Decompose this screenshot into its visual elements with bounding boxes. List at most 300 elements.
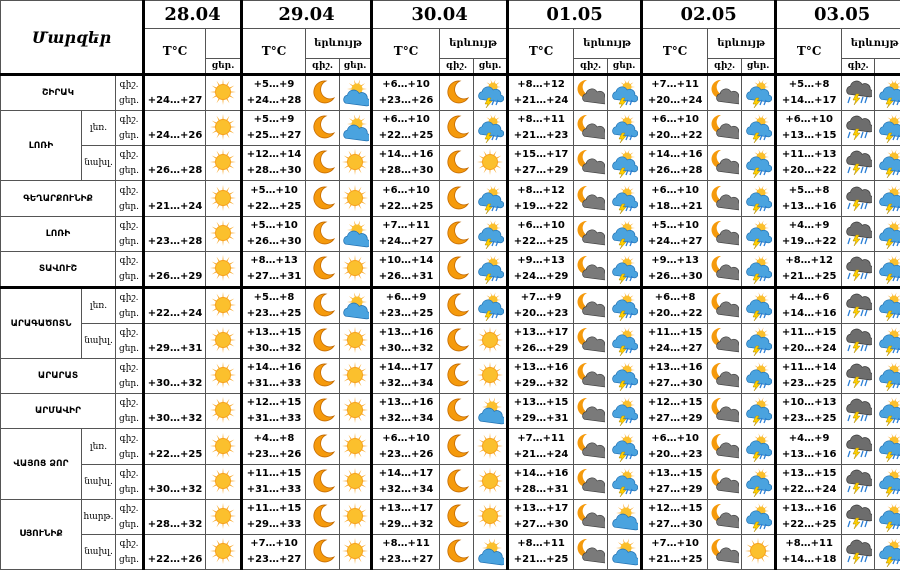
- day-temp: +21…+25: [647, 553, 703, 565]
- sun-icon: [474, 499, 508, 534]
- day-temp: +23…+26: [378, 95, 434, 107]
- forecast-row: [1, 146, 900, 181]
- temperature-cell: [642, 394, 708, 429]
- night-temp: +13…+16: [378, 397, 434, 409]
- day-row-label: ցեր.: [118, 484, 140, 495]
- temperature-cell: [508, 181, 574, 216]
- day-temp: +20…+22: [647, 307, 703, 319]
- thunderstorm-icon: [742, 287, 776, 323]
- thunderstorm-icon: [875, 251, 900, 287]
- temperature-cell: [372, 216, 440, 251]
- day-temp: +14…+17: [781, 95, 837, 107]
- time-of-day-labels: [116, 287, 144, 323]
- cloudy-night-icon: [708, 216, 742, 251]
- day-temp: +18…+21: [647, 200, 703, 212]
- time-of-day-labels: [116, 251, 144, 287]
- thunderstorm-icon: [474, 216, 508, 251]
- partly-cloudy-icon: [474, 534, 508, 569]
- forecast-row: [1, 429, 900, 464]
- rain-cloud-icon: [842, 429, 875, 464]
- temperature-cell: [242, 287, 306, 323]
- temperature-cell: [144, 251, 206, 287]
- cloudy-night-icon: [708, 324, 742, 359]
- night-temp: +11…+14: [781, 362, 837, 374]
- thunderstorm-icon: [608, 324, 642, 359]
- night-temp: +8…+12: [517, 79, 565, 91]
- time-of-day-labels: [116, 534, 144, 569]
- temperature-cell: [242, 499, 306, 534]
- temperature-cell: [144, 216, 206, 251]
- day-temp: +21…+25: [781, 270, 837, 282]
- thunderstorm-icon: [608, 359, 642, 394]
- thunderstorm-icon: [742, 111, 776, 146]
- day-row-label: ցեր.: [118, 236, 140, 247]
- thunderstorm-icon: [608, 75, 642, 111]
- night-temp: +13…+16: [378, 327, 434, 339]
- temperature-cell: [508, 75, 574, 111]
- moon-icon: [440, 394, 474, 429]
- time-of-day-labels: [116, 111, 144, 146]
- forecast-row: [1, 324, 900, 359]
- thunderstorm-icon: [742, 216, 776, 251]
- night-temp: +8…+11: [517, 114, 565, 126]
- temperature-cell: [508, 429, 574, 464]
- night-temp: +11…+13: [781, 149, 837, 161]
- night-temp: +7…+11: [651, 79, 699, 91]
- day-temp: +22…+25: [147, 448, 203, 460]
- cloudy-night-icon: [708, 359, 742, 394]
- day-temp: +21…+24: [513, 95, 569, 107]
- night-row-label: գիշ.: [119, 255, 139, 266]
- day-row-label: ցեր.: [118, 166, 140, 177]
- rain-cloud-icon: [842, 359, 875, 394]
- temperature-cell: [242, 429, 306, 464]
- sun-icon: [206, 534, 242, 569]
- region-name: ՍՅՈՒՆԻՔ: [1, 499, 82, 569]
- day-temp: +22…+25: [781, 518, 837, 530]
- night-temp: +13…+15: [781, 467, 837, 479]
- night-temp: +13…+17: [378, 502, 434, 514]
- sun-icon: [340, 499, 372, 534]
- temp-header: T°C: [642, 29, 708, 75]
- thunderstorm-icon: [875, 394, 900, 429]
- sun-icon: [206, 394, 242, 429]
- rain-cloud-icon: [842, 75, 875, 111]
- day-temp: +24…+27: [147, 95, 203, 107]
- moon-icon: [306, 287, 340, 323]
- rain-cloud-icon: [842, 181, 875, 216]
- night-temp: +8…+11: [517, 537, 565, 549]
- rain-cloud-icon: [842, 216, 875, 251]
- sun-icon: [474, 324, 508, 359]
- temperature-cell: [776, 216, 842, 251]
- day-temp: +23…+27: [246, 553, 302, 565]
- region-name: ԼՈՌԻ: [1, 216, 116, 251]
- night-temp: +8…+12: [517, 184, 565, 196]
- night-temp: +14…+16: [647, 149, 703, 161]
- night-temp: +5…+9: [253, 114, 295, 126]
- forecast-body: [1, 75, 900, 570]
- cloudy-night-icon: [574, 216, 608, 251]
- day-temp: +20…+23: [647, 448, 703, 460]
- temperature-cell: [776, 464, 842, 499]
- moon-icon: [440, 534, 474, 569]
- time-of-day-labels: [116, 181, 144, 216]
- temperature-cell: [144, 394, 206, 429]
- moon-icon: [306, 146, 340, 181]
- night-subheader: գիշ.: [842, 59, 875, 75]
- sun-icon: [206, 324, 242, 359]
- sun-icon: [206, 181, 242, 216]
- temperature-cell: [144, 324, 206, 359]
- night-temp: +13…+15: [513, 397, 569, 409]
- thunderstorm-icon: [875, 534, 900, 569]
- sun-icon: [206, 251, 242, 287]
- moon-icon: [440, 216, 474, 251]
- temperature-cell: [508, 499, 574, 534]
- rain-cloud-icon: [842, 111, 875, 146]
- temperature-cell: [372, 394, 440, 429]
- temperature-cell: [372, 111, 440, 146]
- day-temp: +22…+25: [246, 200, 302, 212]
- day-temp: +20…+22: [647, 130, 703, 142]
- thunderstorm-icon: [875, 287, 900, 323]
- day-temp: +26…+29: [147, 270, 203, 282]
- subregion-label: հարթ.: [82, 499, 116, 534]
- time-of-day-labels: [116, 499, 144, 534]
- thunderstorm-icon: [742, 464, 776, 499]
- night-temp: +6…+10: [651, 114, 699, 126]
- temperature-cell: [242, 75, 306, 111]
- night-temp: +9…+13: [517, 254, 565, 266]
- day-temp: +27…+29: [647, 483, 703, 495]
- thunderstorm-icon: [474, 111, 508, 146]
- night-temp: +12…+14: [246, 149, 302, 161]
- cloudy-night-icon: [574, 251, 608, 287]
- forecast-row: [1, 216, 900, 251]
- night-temp: +6…+8: [654, 291, 696, 303]
- day-temp: +24…+27: [378, 235, 434, 247]
- night-temp: +13…+17: [513, 327, 569, 339]
- temperature-cell: [508, 324, 574, 359]
- night-row-label: գիշ.: [119, 328, 139, 339]
- sun-icon: [474, 359, 508, 394]
- night-temp: +5…+8: [788, 184, 830, 196]
- temperature-cell: [508, 111, 574, 146]
- temperature-cell: [242, 394, 306, 429]
- day-temp: +19…+22: [781, 235, 837, 247]
- thunderstorm-icon: [608, 111, 642, 146]
- day-temp: +23…+26: [246, 448, 302, 460]
- night-temp: +14…+16: [378, 149, 434, 161]
- thunderstorm-icon: [875, 75, 900, 111]
- day-temp: +30…+32: [147, 413, 203, 425]
- rain-cloud-icon: [842, 146, 875, 181]
- rain-cloud-icon: [842, 464, 875, 499]
- day-subheader: ցեր.: [742, 59, 776, 75]
- night-row-label: գիշ.: [119, 220, 139, 231]
- night-temp: +6…+10: [382, 184, 430, 196]
- temperature-cell: [642, 181, 708, 216]
- night-temp: +13…+15: [246, 327, 302, 339]
- temperature-cell: [242, 534, 306, 569]
- day-temp: +28…+30: [246, 165, 302, 177]
- moon-icon: [440, 251, 474, 287]
- phenomena-header: երևույթ: [708, 29, 776, 59]
- night-temp: +14…+17: [378, 467, 434, 479]
- date-header: 30.04: [372, 1, 508, 29]
- temperature-cell: [242, 216, 306, 251]
- forecast-row: [1, 181, 900, 216]
- temp-header: T°C: [372, 29, 440, 75]
- thunderstorm-icon: [742, 394, 776, 429]
- night-temp: +4…+6: [788, 291, 830, 303]
- night-row-label: գիշ.: [119, 468, 139, 479]
- forecast-row: [1, 251, 900, 287]
- night-temp: +14…+16: [246, 362, 302, 374]
- temperature-cell: [776, 251, 842, 287]
- day-temp: +20…+24: [647, 95, 703, 107]
- temperature-cell: [144, 499, 206, 534]
- night-temp: +8…+12: [785, 254, 833, 266]
- subregion-label: լեռ.: [82, 429, 116, 464]
- day-temp: +29…+33: [246, 518, 302, 530]
- moon-icon: [306, 359, 340, 394]
- phenomena-header: երևույթ: [306, 29, 372, 59]
- night-temp: +6…+10: [382, 114, 430, 126]
- day-temp: +25…+27: [246, 130, 302, 142]
- subregion-label: նախլ.: [82, 324, 116, 359]
- cloudy-night-icon: [574, 499, 608, 534]
- day-temp: +22…+25: [378, 200, 434, 212]
- thunderstorm-icon: [875, 146, 900, 181]
- thunderstorm-icon: [742, 359, 776, 394]
- time-of-day-labels: [116, 429, 144, 464]
- day-temp: +22…+25: [513, 235, 569, 247]
- forecast-row: [1, 499, 900, 534]
- thunderstorm-icon: [875, 359, 900, 394]
- day-row-label: ցեր.: [118, 131, 140, 142]
- night-subheader: գիշ.: [708, 59, 742, 75]
- thunderstorm-icon: [474, 251, 508, 287]
- temperature-cell: [776, 111, 842, 146]
- cloudy-night-icon: [574, 111, 608, 146]
- day-temp: +26…+29: [513, 343, 569, 355]
- day-temp: +26…+28: [147, 165, 203, 177]
- day-temp: +32…+34: [378, 483, 434, 495]
- sun-icon: [340, 251, 372, 287]
- night-temp: +13…+15: [647, 467, 703, 479]
- date-header: 28.04: [144, 1, 242, 29]
- night-subheader: գիշ.: [574, 59, 608, 75]
- night-temp: +13…+16: [513, 362, 569, 374]
- moon-icon: [440, 324, 474, 359]
- sun-icon: [206, 499, 242, 534]
- subregion-label: լեռ.: [82, 111, 116, 146]
- cloudy-night-icon: [708, 464, 742, 499]
- temperature-cell: [776, 429, 842, 464]
- thunderstorm-icon: [742, 146, 776, 181]
- day-temp: +22…+24: [781, 483, 837, 495]
- moon-icon: [440, 359, 474, 394]
- day-temp: +26…+31: [378, 270, 434, 282]
- moon-icon: [306, 111, 340, 146]
- thunderstorm-icon: [608, 251, 642, 287]
- thunderstorm-icon: [742, 324, 776, 359]
- moon-icon: [306, 251, 340, 287]
- day-row-label: ցեր.: [118, 379, 140, 390]
- cloudy-night-icon: [708, 111, 742, 146]
- temperature-cell: [642, 287, 708, 323]
- thunderstorm-icon: [608, 429, 642, 464]
- moon-icon: [440, 429, 474, 464]
- night-row-label: գիշ.: [119, 503, 139, 514]
- day-temp: +23…+25: [781, 413, 837, 425]
- partly-cloudy-icon: [474, 394, 508, 429]
- moon-icon: [306, 464, 340, 499]
- night-temp: +12…+15: [647, 397, 703, 409]
- subregion-label: նախլ.: [82, 464, 116, 499]
- cloudy-night-icon: [708, 499, 742, 534]
- rain-cloud-icon: [842, 324, 875, 359]
- cloudy-night-icon: [708, 75, 742, 111]
- day-row-label: ցեր.: [118, 519, 140, 530]
- rain-cloud-icon: [842, 394, 875, 429]
- day-temp: +29…+32: [378, 518, 434, 530]
- region-name: ԼՈՌԻ: [1, 111, 82, 181]
- sun-icon: [206, 359, 242, 394]
- region-name: ՇԻՐԱԿ: [1, 75, 116, 111]
- sun-icon: [474, 464, 508, 499]
- partly-cloudy-icon: [608, 499, 642, 534]
- night-temp: +11…+15: [781, 327, 837, 339]
- sun-icon: [206, 216, 242, 251]
- night-temp: +14…+16: [513, 467, 569, 479]
- day-subheader: ցեր.: [206, 59, 242, 75]
- thunderstorm-icon: [742, 429, 776, 464]
- temperature-cell: [642, 251, 708, 287]
- temperature-cell: [642, 464, 708, 499]
- day-temp: +13…+16: [781, 448, 837, 460]
- cloudy-night-icon: [574, 394, 608, 429]
- day-temp: +30…+32: [147, 378, 203, 390]
- sun-icon: [474, 146, 508, 181]
- cloudy-night-icon: [708, 181, 742, 216]
- night-temp: +6…+9: [385, 291, 427, 303]
- temperature-cell: [242, 146, 306, 181]
- day-temp: +31…+33: [246, 483, 302, 495]
- subregion-label: նախլ.: [82, 534, 116, 569]
- sun-icon: [206, 287, 242, 323]
- sun-icon: [340, 359, 372, 394]
- day-row-label: ցեր.: [118, 201, 140, 212]
- temperature-cell: [144, 464, 206, 499]
- time-of-day-labels: [116, 146, 144, 181]
- temperature-cell: [144, 146, 206, 181]
- thunderstorm-icon: [875, 111, 900, 146]
- temperature-cell: [776, 394, 842, 429]
- time-of-day-labels: [116, 216, 144, 251]
- forecast-row: [1, 464, 900, 499]
- cloudy-night-icon: [708, 534, 742, 569]
- thunderstorm-icon: [608, 394, 642, 429]
- rain-cloud-icon: [842, 534, 875, 569]
- temperature-cell: [372, 499, 440, 534]
- moon-icon: [306, 429, 340, 464]
- temperature-cell: [776, 146, 842, 181]
- cloudy-night-icon: [574, 75, 608, 111]
- temperature-cell: [642, 429, 708, 464]
- day-temp: +22…+26: [147, 553, 203, 565]
- thunderstorm-icon: [608, 181, 642, 216]
- day-temp: +26…+30: [647, 270, 703, 282]
- forecast-row: [1, 111, 900, 146]
- night-temp: +7…+11: [517, 432, 565, 444]
- moon-icon: [440, 499, 474, 534]
- night-temp: +4…+9: [788, 219, 830, 231]
- night-temp: +6…+10: [382, 79, 430, 91]
- temperature-cell: [144, 287, 206, 323]
- day-temp: +23…+26: [378, 448, 434, 460]
- moon-icon: [440, 75, 474, 111]
- night-temp: +12…+15: [246, 397, 302, 409]
- night-row-label: գիշ.: [119, 398, 139, 409]
- temperature-cell: [242, 359, 306, 394]
- time-of-day-labels: [116, 464, 144, 499]
- forecast-row: [1, 287, 900, 323]
- phenomena-header: երևույթ: [842, 29, 900, 59]
- thunderstorm-icon: [875, 464, 900, 499]
- moon-icon: [440, 111, 474, 146]
- temperature-cell: [144, 429, 206, 464]
- night-temp: +13…+17: [513, 502, 569, 514]
- rain-cloud-icon: [842, 499, 875, 534]
- night-temp: +11…+15: [246, 467, 302, 479]
- temperature-cell: [372, 146, 440, 181]
- thunderstorm-icon: [875, 181, 900, 216]
- night-row-label: գիշ.: [119, 80, 139, 91]
- day-temp: +22…+24: [147, 307, 203, 319]
- night-subheader: գիշ.: [440, 59, 474, 75]
- temperature-cell: [508, 216, 574, 251]
- night-temp: +11…+15: [246, 502, 302, 514]
- sun-icon: [340, 146, 372, 181]
- time-of-day-labels: [116, 394, 144, 429]
- night-temp: +5…+9: [253, 79, 295, 91]
- night-subheader: գիշ.: [306, 59, 340, 75]
- night-temp: +5…+10: [250, 219, 298, 231]
- day-temp: +30…+32: [246, 343, 302, 355]
- sun-icon: [206, 429, 242, 464]
- thunderstorm-icon: [875, 216, 900, 251]
- temperature-cell: [642, 324, 708, 359]
- day-temp: +27…+30: [647, 378, 703, 390]
- rain-cloud-icon: [842, 251, 875, 287]
- temperature-cell: [508, 534, 574, 569]
- cloudy-night-icon: [574, 464, 608, 499]
- cloudy-night-icon: [708, 251, 742, 287]
- region-name: ԳԵՂԱՐՔՈՒՆԻՔ: [1, 181, 116, 216]
- cloudy-night-icon: [708, 146, 742, 181]
- day-temp: +20…+24: [781, 343, 837, 355]
- partly-cloudy-icon: [608, 534, 642, 569]
- day-temp: +21…+24: [513, 448, 569, 460]
- subregion-label: լեռ.: [82, 287, 116, 323]
- temperature-cell: [242, 251, 306, 287]
- temperature-cell: [372, 359, 440, 394]
- temperature-cell: [144, 534, 206, 569]
- temperature-cell: [242, 111, 306, 146]
